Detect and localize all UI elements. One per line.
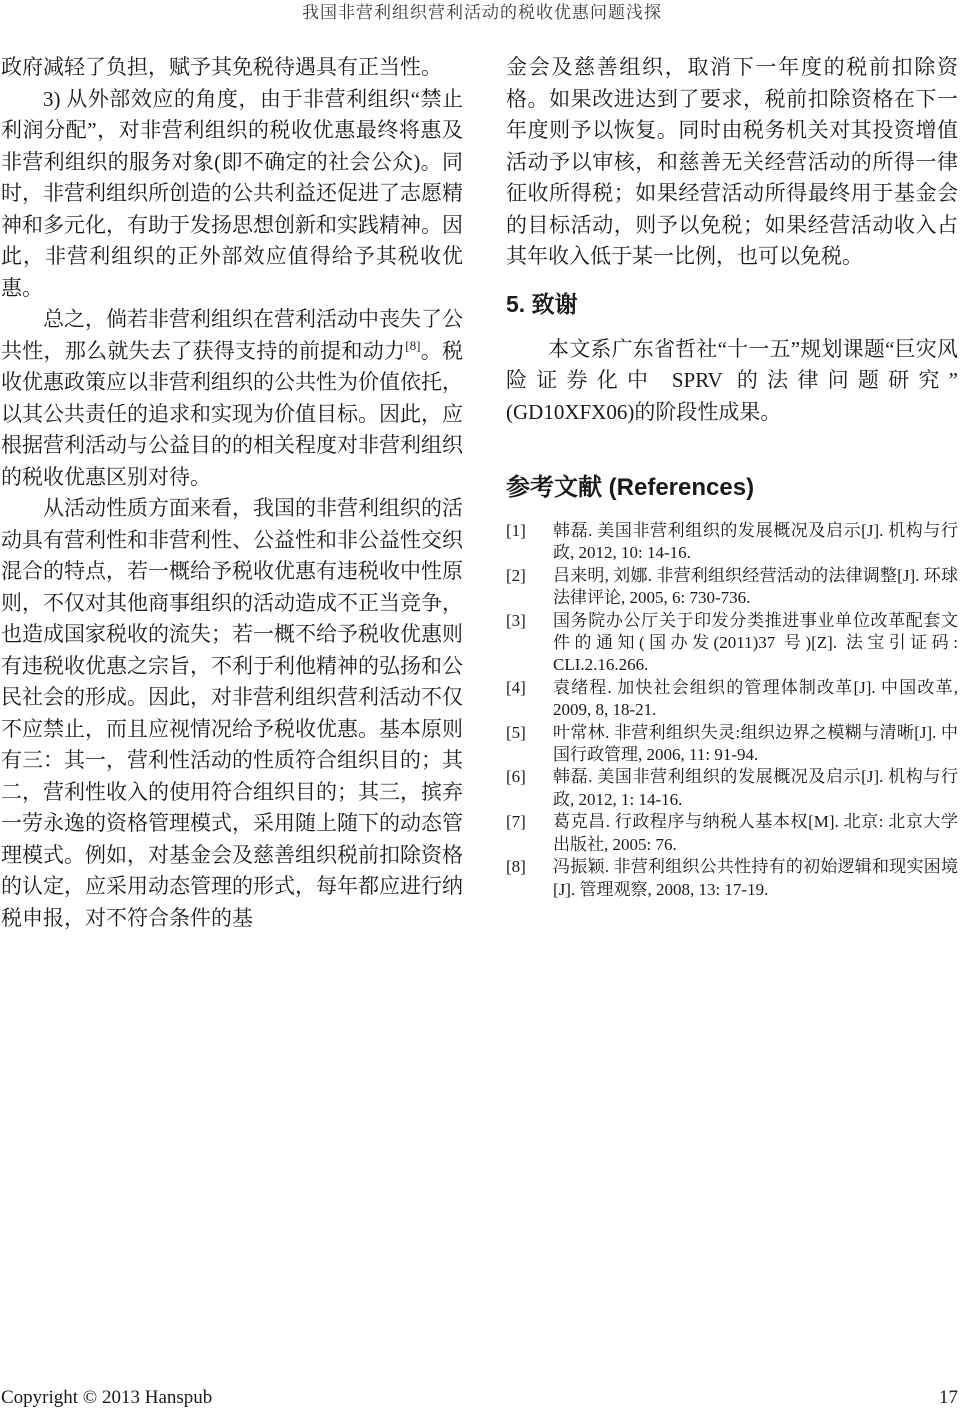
reference-number: [3] [506,610,526,630]
running-head-title: 我国非营利组织营利活动的税收优惠问题浅探 [302,3,662,22]
paragraph: 金会及慈善组织，取消下一年度的税前扣除资格。如果改进达到了要求，税前扣除资格在下一年度则予以恢复。同时由税务机关对其投资增值活动予以审核，和慈善无关经营活动的所得一律征收所得税；如果经营活动所得最终用于基金会的目标活动，则予以免税；如果经营活动收入占其年收入低于某一比例，也可以免税。 [506,55,958,268]
reference-number: [8] [506,857,526,877]
paragraph: 从活动性质方面来看，我国的非营利组织的活动具有营利性和非营利性、公益性和非公益性交织混合的特点，若一概给予税收优惠有违税收中性原则，不仅对其他商事组织的活动造成不正当竞争，也造成国家税收的流失；若一概不给予税收优惠则有违税收优惠之宗旨，不利于利他精神的弘扬和公民社会的形成。因此，对非营利组织营利活动不仅不应禁止，而且应视情况给予税收优惠。基本原则有三：其一，营利性活动的性质符合组织目的；其二，营利性收入的使用符合组织目的；其三，摈弃一劳永逸的资格管理模式，采用随上随下的动态管理模式。例如，对基金会及慈善组织税前扣除资格的认定，应采用动态管理的形式，每年都应进行纳税申报，对不符合条件的基 [1,496,463,930]
paragraph-text: 总之，倘若非营利组织在营利活动中丧失了公共性，那么就失去了获得支持的前提和动力 [1,307,463,363]
reference-item [506,856,958,901]
paragraph: 3) 从外部效应的角度，由于非营利组织“禁止利润分配”，对非营利组织的税收优惠最终将惠及非营利组织的服务对象(即不确定的社会公众)。同时，非营利组织所创造的公共利益还促进了志愿精神和多元化，有助于发扬思想创新和实践精神。因此，非营利组织的正外部效应值得给予其税收优惠。 [1,86,463,300]
reference-text: 韩磊. 美国非营利组织的发展概况及启示[J]. 机构与行政, 2012, 10: 14-16. [553,521,958,563]
reference-number: [7] [506,812,526,832]
reference-text: 吕来明, 刘娜. 非营利组织经营活动的法律调整[J]. 环球法律评论, 2005, 6: 730-736. [553,565,958,608]
right-column [506,52,958,901]
references-heading: 参考文献 (References) [506,474,755,501]
reference-text: 葛克昌. 行政程序与纳税人基本权[M]. 北京: 北京大学出版社, 2005: 76. [553,812,958,854]
reference-number: [4] [506,677,526,697]
reference-item [506,565,958,610]
reference-text: 冯振颖. 非营利组织公共性持有的初始逻辑和现实困境[J]. 管理观察, 2008, 13: 17-19. [553,857,958,899]
acknowledgements-heading: 5. 致谢 [506,290,578,317]
acknowledgements-paragraph: 本文系广东省哲社“十一五”规划课题“巨灾风险证券化中 SPRV 的法律问题研究” (GD10XFX06)的阶段性成果。 [506,336,958,424]
reference-item [506,722,958,767]
reference-number: [5] [506,722,526,742]
page-number: 17 [939,1387,958,1408]
reference-number: [1] [506,521,526,540]
reference-text: 韩磊. 美国非营利组织的发展概况及启示[J]. 机构与行政, 2012, 1: 14-16. [553,767,958,809]
reference-item [506,520,958,565]
reference-text: 袁绪程. 加快社会组织的管理体制改革[J]. 中国改革, 2009, 8, 18-21. [553,677,958,720]
paragraph-text: 。税收优惠政策应以非营利组织的公共性为价值依托，以其公共责任的追求和实现为价值目标。因此，应根据营利活动与公益目的的相关程度对非营利组织的税收优惠区别对待。 [1,338,464,489]
reference-text: 国务院办公厅关于印发分类推进事业单位改革配套文件的通知(国办发(2011)37 号)[Z]. 法宝引证码: CLI.2.16.266. [553,610,958,675]
reference-number: [6] [506,767,526,787]
reference-item [506,610,958,677]
reference-item [506,766,958,811]
page-footer [1,1386,958,1410]
reference-item [506,677,958,722]
paragraph: 政府减轻了负担，赋予其免税待遇具有正当性。 [1,55,442,79]
copyright-text: Copyright © 2013 Hanspub [1,1387,213,1408]
left-column [1,52,463,934]
reference-item [506,811,958,856]
citation-superscript: [8] [405,337,421,353]
reference-number: [2] [506,565,526,585]
reference-text: 叶常林. 非营利组织失灵:组织边界之模糊与清晰[J]. 中国行政管理, 2006, 11: 91-94. [553,722,958,765]
reference-list [506,520,958,901]
paragraph [1,304,463,493]
